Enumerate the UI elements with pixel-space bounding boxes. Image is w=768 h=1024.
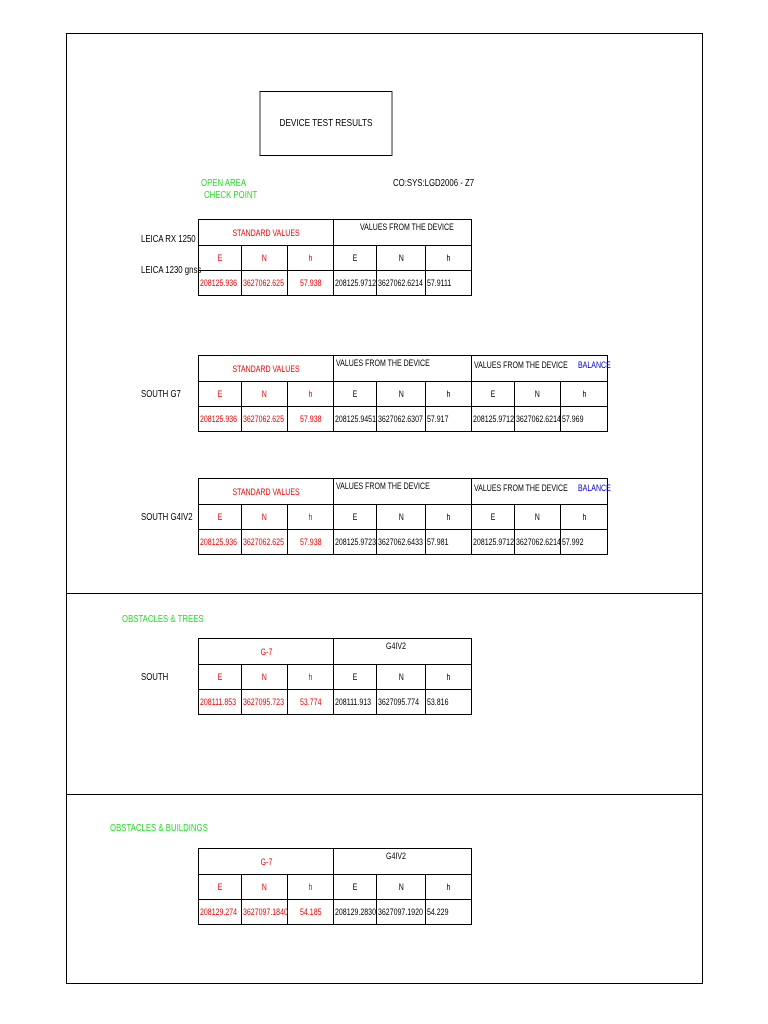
g4-n-value: 3627095.774 [377, 690, 426, 715]
device-n-value: 3627062.6307 [377, 407, 426, 432]
col-h: h [426, 505, 472, 530]
g7-e-value: 208111.853 [199, 690, 242, 715]
table-obstacles-trees [198, 638, 472, 715]
col-e: E [334, 505, 377, 530]
header-g7: G-7 [199, 849, 334, 875]
header-g4: G4IV2 [334, 849, 472, 875]
section-divider-2 [66, 794, 703, 795]
table-obstacles-buildings [198, 848, 472, 925]
col-h: h [426, 382, 472, 407]
header-g4: G4IV2 [334, 639, 472, 665]
col-h: h [426, 875, 472, 900]
col-e: E [472, 505, 515, 530]
check-point-label: CHECK POINT [204, 190, 258, 201]
col-e: E [472, 382, 515, 407]
balance-label: BALANCE [578, 483, 612, 493]
std-e-value: 208125.936 [199, 271, 242, 296]
device-e-value: 208125.9451 [334, 407, 377, 432]
balance-h-value: 57.992 [561, 530, 608, 555]
col-h: h [561, 382, 608, 407]
std-n-value: 3627062.625 [242, 271, 288, 296]
col-h: h [288, 382, 334, 407]
g7-n-value: 3627095.723 [242, 690, 288, 715]
col-e: E [334, 665, 377, 690]
std-h-value: 57.938 [288, 530, 334, 555]
table-south-g7 [198, 355, 612, 432]
balance-label: BALANCE [578, 360, 612, 370]
device-h-value: 57.917 [426, 407, 472, 432]
header-device-balance: VALUES FROM THE DEVICE BALANCE [472, 479, 608, 505]
device-e-value: 208125.9723 [334, 530, 377, 555]
col-e: E [334, 382, 377, 407]
g4-e-value: 208129.2830 [334, 900, 377, 925]
header-standard-values: STANDARD VALUES [199, 479, 334, 505]
col-h: h [561, 505, 608, 530]
g7-e-value: 208129.274 [199, 900, 242, 925]
col-h: h [426, 246, 472, 271]
g4-n-value: 3627097.1920 [377, 900, 426, 925]
header-device-balance: VALUES FROM THE DEVICE BALANCE [472, 356, 608, 382]
device-e-value: 208125.9712 [334, 271, 377, 296]
g7-h-value: 54.185 [288, 900, 334, 925]
balance-e-value: 208125.9712 [472, 530, 515, 555]
col-e: E [334, 246, 377, 271]
col-n: N [377, 875, 426, 900]
col-n: N [242, 505, 288, 530]
col-n: N [242, 875, 288, 900]
balance-n-value: 3627062.6214 [515, 530, 561, 555]
balance-n-value: 3627062.6214 [515, 407, 561, 432]
device-label-south-g4: SOUTH G4IV2 [141, 512, 193, 523]
page-title-text: DEVICE TEST RESULTS [279, 118, 373, 129]
col-h: h [288, 505, 334, 530]
col-n: N [377, 505, 426, 530]
col-h: h [288, 665, 334, 690]
section-divider-1 [66, 593, 703, 594]
std-h-value: 57.938 [288, 407, 334, 432]
device-n-value: 3627062.6214 [377, 271, 426, 296]
obstacles-trees-label: OBSTACLES & TREES [122, 614, 204, 625]
col-n: N [515, 505, 561, 530]
device-label-leica-gnss: LEICA 1230 gnss [141, 265, 202, 276]
table-leica [198, 219, 472, 296]
col-n: N [377, 246, 426, 271]
col-n: N [377, 665, 426, 690]
col-n: N [515, 382, 561, 407]
obstacles-buildings-label: OBSTACLES & BUILDINGS [110, 823, 208, 834]
col-e: E [199, 246, 242, 271]
header-g7: G-7 [199, 639, 334, 665]
col-e: E [334, 875, 377, 900]
device-label-leica-rx: LEICA RX 1250 [141, 234, 196, 245]
device-n-value: 3627062.6433 [377, 530, 426, 555]
col-n: N [377, 382, 426, 407]
table-south-g4 [198, 478, 612, 555]
balance-e-value: 208125.9712 [472, 407, 515, 432]
header-device-values: VALUES FROM THE DEVICE [334, 479, 472, 505]
std-n-value: 3627062.625 [242, 530, 288, 555]
balance-h-value: 57.969 [561, 407, 608, 432]
col-h: h [288, 875, 334, 900]
col-e: E [199, 382, 242, 407]
std-n-value: 3627062.625 [242, 407, 288, 432]
col-e: E [199, 505, 242, 530]
g7-n-value: 3627097.1840 [242, 900, 288, 925]
coordinate-system-label: CO:SYS:LGD2006 - Z7 [393, 178, 475, 189]
header-standard-values: STANDARD VALUES [199, 220, 334, 246]
g4-h-value: 53.816 [426, 690, 472, 715]
page-title [260, 91, 393, 156]
device-h-value: 57.9111 [426, 271, 472, 296]
header-device-values: VALUES FROM THE DEVICE [334, 220, 472, 246]
col-e: E [199, 665, 242, 690]
std-h-value: 57.938 [288, 271, 334, 296]
col-e: E [199, 875, 242, 900]
col-n: N [242, 382, 288, 407]
col-h: h [426, 665, 472, 690]
open-area-label: OPEN AREA [201, 178, 247, 189]
col-n: N [242, 665, 288, 690]
device-label-south-g7: SOUTH G7 [141, 389, 181, 400]
std-e-value: 208125.936 [199, 407, 242, 432]
g4-h-value: 54.229 [426, 900, 472, 925]
header-standard-values: STANDARD VALUES [199, 356, 334, 382]
col-n: N [242, 246, 288, 271]
col-h: h [288, 246, 334, 271]
g4-e-value: 208111.913 [334, 690, 377, 715]
device-h-value: 57.981 [426, 530, 472, 555]
header-device-values: VALUES FROM THE DEVICE [334, 356, 472, 382]
device-label-south: SOUTH [141, 672, 169, 683]
std-e-value: 208125.936 [199, 530, 242, 555]
g7-h-value: 53.774 [288, 690, 334, 715]
